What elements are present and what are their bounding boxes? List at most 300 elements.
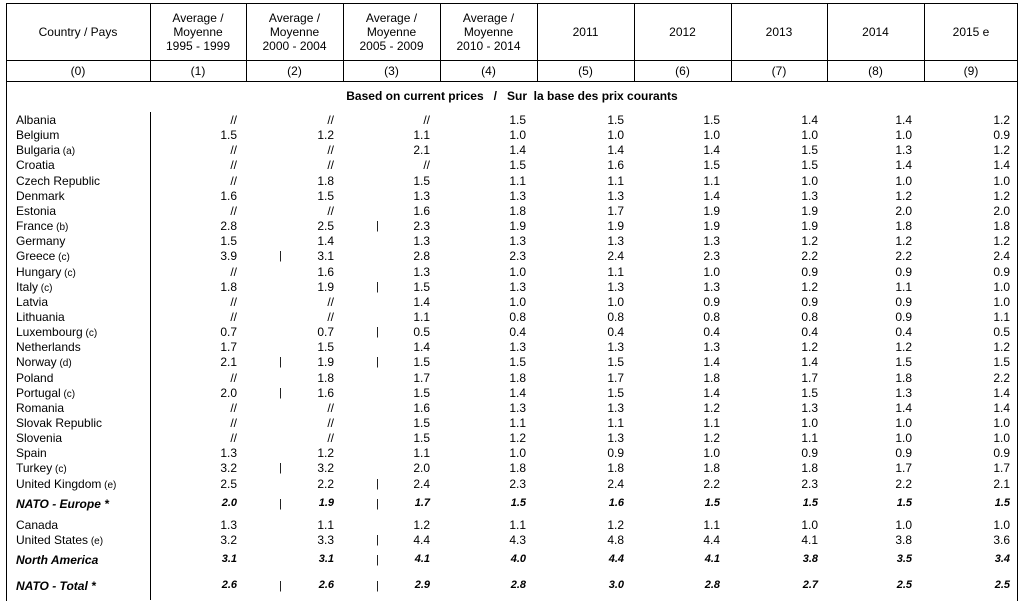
value-cell: 1.2: [317, 446, 334, 461]
value-cell: 1.9: [801, 203, 818, 218]
value-cell: 1.3: [509, 188, 526, 203]
column-header-line: 1995 - 1999: [165, 38, 231, 53]
table-row: [0, 401, 1024, 416]
value-cell: 0.4: [607, 325, 624, 340]
value-cell: 4.4: [608, 553, 624, 565]
value-cell: 1.4: [413, 294, 430, 309]
value-cell: 4.4: [413, 533, 430, 547]
value-cell: 0.9: [993, 128, 1010, 143]
country-label: Albania: [16, 113, 57, 127]
value-cell: 1.6: [220, 188, 237, 203]
country-label: Slovak Republic: [16, 416, 103, 430]
table-row: [0, 416, 1024, 431]
value-cell: 1.0: [801, 128, 818, 143]
footnote-marker: (c): [55, 252, 70, 264]
country-name: [16, 477, 116, 491]
value-cell: 1.0: [509, 264, 526, 279]
column-header: [537, 3, 634, 60]
value-cell: //: [230, 294, 237, 309]
value-cell: 1.8: [895, 370, 912, 385]
value-cell: 3.2: [220, 461, 237, 476]
value-cell: 2.6: [221, 579, 237, 591]
value-cell: 1.5: [413, 355, 430, 370]
value-cell: 1.5: [993, 355, 1010, 370]
value-cell: 1.4: [801, 113, 818, 127]
table-subtitle: Based on current prices / Sur la base des prix courants: [346, 89, 678, 103]
value-cell: 1.3: [607, 431, 624, 446]
table-row: [0, 234, 1024, 249]
value-cell: 3.8: [895, 533, 912, 547]
value-cell: 1.9: [318, 497, 334, 509]
value-cell: 1.8: [509, 203, 526, 218]
value-cell: 1.2: [413, 518, 430, 532]
value-cell: 1.2: [993, 113, 1010, 127]
value-cell: 1.5: [802, 497, 818, 509]
value-cell: 0.9: [895, 264, 912, 279]
value-cell: 2.3: [509, 249, 526, 264]
value-cell: 1.3: [607, 188, 624, 203]
value-cell: 1.3: [413, 264, 430, 279]
value-cell: 2.0: [895, 203, 912, 218]
value-cell: 2.4: [607, 249, 624, 264]
value-cell: 0.9: [801, 264, 818, 279]
value-cell: 1.7: [895, 461, 912, 476]
country-label: NATO - Total *: [16, 579, 96, 593]
value-cell: 0.9: [993, 446, 1010, 461]
value-cell: 1.2: [895, 234, 912, 249]
value-cell: //: [327, 400, 334, 415]
value-cell: 4.0: [510, 553, 526, 565]
country-name: [16, 174, 100, 188]
value-cell: 1.2: [801, 234, 818, 249]
value-cell: 1.5: [413, 416, 430, 430]
country-label: Croatia: [16, 158, 55, 173]
value-cell: 1.9: [703, 203, 720, 218]
value-cell: 4.1: [414, 553, 430, 565]
column-number: (3): [384, 63, 399, 78]
value-cell: 1.8: [607, 461, 624, 476]
value-cell: 1.3: [607, 234, 624, 249]
value-cell: 1.4: [509, 385, 526, 400]
table-row: [0, 518, 1024, 533]
value-cell: 1.7: [414, 497, 430, 509]
table-row: [0, 219, 1024, 234]
table-row: [0, 295, 1024, 310]
series-break-marker: |: [376, 534, 379, 546]
country-label: Bulgaria: [16, 143, 61, 158]
column-header-line: 2011: [572, 24, 599, 39]
value-cell: 3.1: [318, 553, 334, 565]
total-row: [0, 553, 1024, 568]
country-name: [16, 249, 70, 263]
column-header-line: 2013: [765, 24, 793, 39]
column-header: [440, 3, 537, 60]
value-cell: 3.0: [608, 579, 624, 591]
value-cell: 1.4: [703, 188, 720, 203]
value-cell: 1.0: [801, 416, 818, 430]
country-name: [16, 234, 65, 248]
table-row: [0, 340, 1024, 355]
value-cell: 0.9: [801, 446, 818, 461]
value-cell: 0.5: [993, 325, 1010, 340]
value-cell: 1.5: [895, 355, 912, 370]
value-cell: //: [230, 203, 237, 218]
value-cell: 1.6: [413, 203, 430, 218]
value-cell: //: [230, 113, 237, 127]
value-cell: 1.8: [801, 461, 818, 476]
country-name: [16, 497, 109, 511]
value-cell: 1.7: [607, 203, 624, 218]
value-cell: 2.2: [895, 249, 912, 264]
value-cell: 1.8: [317, 370, 334, 385]
table-row: [0, 280, 1024, 295]
value-cell: //: [230, 400, 237, 415]
value-cell: 1.3: [509, 340, 526, 355]
table-row: [0, 386, 1024, 401]
value-cell: 0.4: [895, 325, 912, 340]
value-cell: 1.1: [509, 173, 526, 188]
column-header-line: 2010 - 2014: [456, 38, 521, 53]
value-cell: 4.1: [704, 553, 720, 565]
value-cell: 1.1: [509, 518, 526, 532]
value-cell: 1.4: [703, 355, 720, 370]
value-cell: //: [230, 158, 237, 173]
country-name: [16, 386, 75, 400]
footnote-marker: (d): [56, 358, 72, 370]
value-cell: 1.0: [993, 518, 1010, 532]
value-cell: 1.4: [413, 340, 430, 355]
value-cell: 1.3: [413, 234, 430, 249]
country-name: [16, 113, 56, 127]
column-header-line: Average /: [462, 10, 515, 25]
value-cell: 1.5: [413, 431, 430, 446]
value-cell: //: [327, 294, 334, 309]
column-number: (2): [287, 63, 302, 78]
column-number: (5): [578, 63, 593, 78]
value-cell: 1.2: [895, 188, 912, 203]
value-cell: //: [230, 309, 237, 324]
value-cell: 1.9: [703, 219, 720, 234]
column-header-line: 2005 - 2009: [359, 38, 424, 53]
value-cell: 1.3: [220, 446, 237, 461]
footnote-marker: (c): [61, 267, 76, 279]
value-cell: 0.9: [895, 309, 912, 324]
value-cell: 2.2: [801, 249, 818, 264]
country-name: [16, 204, 56, 218]
country-label: Slovenia: [16, 431, 63, 446]
value-cell: 1.5: [703, 113, 720, 127]
table-row: [0, 461, 1024, 476]
country-label: Lithuania: [16, 309, 65, 324]
value-cell: 1.8: [220, 279, 237, 294]
value-cell: 1.1: [413, 309, 430, 324]
value-cell: 0.5: [413, 325, 430, 340]
value-cell: 1.4: [993, 385, 1010, 400]
value-cell: 1.0: [895, 431, 912, 446]
value-cell: 1.0: [703, 446, 720, 461]
value-cell: 1.4: [703, 143, 720, 158]
value-cell: 2.5: [896, 579, 912, 591]
value-cell: 0.7: [220, 325, 237, 340]
value-cell: 1.3: [607, 340, 624, 355]
value-cell: 1.1: [801, 431, 818, 446]
value-cell: 1.0: [895, 173, 912, 188]
country-name: [16, 143, 75, 157]
value-cell: 1.5: [896, 497, 912, 509]
country-label: Norway: [16, 355, 57, 370]
value-cell: 2.1: [413, 143, 430, 158]
value-cell: 1.5: [509, 113, 526, 127]
table-row: [0, 310, 1024, 325]
value-cell: 2.2: [703, 476, 720, 491]
value-cell: 1.5: [509, 158, 526, 173]
value-cell: 1.6: [413, 400, 430, 415]
value-cell: 2.5: [994, 579, 1010, 591]
country-name: [16, 189, 65, 203]
value-cell: 1.4: [607, 143, 624, 158]
table-row: [0, 249, 1024, 264]
column-header-line: Moyenne: [269, 24, 320, 39]
value-cell: //: [327, 143, 334, 158]
value-cell: 1.8: [703, 461, 720, 476]
value-cell: 1.1: [607, 264, 624, 279]
value-cell: 1.0: [607, 294, 624, 309]
country-label: Hungary: [16, 264, 62, 279]
value-cell: 1.0: [607, 128, 624, 143]
value-cell: 1.3: [703, 340, 720, 355]
value-cell: //: [230, 173, 237, 188]
value-cell: //: [230, 431, 237, 446]
country-name: [16, 325, 97, 339]
column-number: (1): [190, 63, 206, 78]
footnote-marker: (e): [88, 536, 104, 547]
value-cell: 1.3: [801, 188, 818, 203]
value-cell: 1.0: [895, 518, 912, 532]
series-break-marker: |: [279, 250, 282, 263]
country-label: Portugal: [16, 385, 61, 400]
value-cell: 2.3: [413, 219, 430, 234]
value-cell: 1.4: [801, 355, 818, 370]
series-break-marker: |: [376, 326, 379, 339]
value-cell: 1.1: [317, 518, 334, 532]
value-cell: 3.1: [221, 553, 237, 565]
value-cell: 1.9: [509, 219, 526, 234]
value-cell: 4.1: [801, 533, 818, 547]
value-cell: 1.7: [993, 461, 1010, 476]
value-cell: //: [230, 416, 237, 430]
value-cell: 2.5: [220, 476, 237, 491]
value-cell: 3.2: [220, 533, 237, 547]
value-cell: 4.8: [607, 533, 624, 547]
country-label: Luxembourg: [16, 325, 83, 340]
value-cell: 1.2: [993, 143, 1010, 158]
value-cell: 1.9: [317, 279, 334, 294]
column-header-line: 2015 e: [952, 24, 990, 39]
value-cell: 1.1: [607, 173, 624, 188]
value-cell: 1.0: [993, 294, 1010, 309]
column-header-line: Country / Pays: [38, 24, 118, 39]
country-label: Denmark: [16, 188, 65, 203]
country-label: Canada: [16, 518, 59, 532]
value-cell: 1.2: [607, 518, 624, 532]
value-cell: 1.9: [801, 219, 818, 234]
country-name: [16, 295, 48, 309]
column-header-line: 2000 - 2004: [262, 38, 327, 53]
table-row: [0, 189, 1024, 204]
value-cell: //: [327, 113, 334, 127]
column-header: [246, 3, 343, 60]
country-name: [16, 533, 103, 547]
value-cell: 1.1: [703, 416, 720, 430]
series-break-marker: |: [279, 580, 282, 592]
value-cell: 2.6: [318, 579, 334, 591]
series-break-marker: |: [376, 280, 379, 293]
table-row: [0, 158, 1024, 173]
country-label: Poland: [16, 370, 54, 385]
footnote-marker: (e): [101, 479, 117, 491]
value-cell: 2.9: [414, 579, 430, 591]
value-cell: 1.0: [993, 416, 1010, 430]
country-label: Greece: [16, 249, 56, 264]
value-cell: 2.2: [317, 476, 334, 491]
country-name: [16, 416, 102, 430]
value-cell: 1.2: [993, 234, 1010, 249]
table-row: [0, 113, 1024, 128]
column-header-line: Moyenne: [173, 24, 223, 39]
country-label: North America: [16, 553, 99, 567]
country-name: [16, 158, 55, 172]
value-cell: 1.0: [801, 173, 818, 188]
series-break-marker: |: [279, 356, 282, 369]
value-cell: 2.8: [413, 249, 430, 264]
value-cell: 1.4: [895, 158, 912, 173]
value-cell: 1.2: [509, 431, 526, 446]
value-cell: 1.8: [895, 219, 912, 234]
value-cell: //: [230, 264, 237, 279]
value-cell: 1.2: [993, 340, 1010, 355]
value-cell: 1.1: [895, 279, 912, 294]
value-cell: 1.0: [703, 128, 720, 143]
value-cell: 1.2: [801, 279, 818, 294]
value-cell: 1.3: [509, 234, 526, 249]
table-row: [0, 371, 1024, 386]
value-cell: 2.3: [801, 476, 818, 491]
series-break-marker: |: [279, 386, 282, 399]
value-cell: 1.9: [607, 219, 624, 234]
value-cell: 1.4: [703, 385, 720, 400]
country-label: Germany: [16, 234, 66, 249]
column-number: (8): [868, 63, 883, 78]
value-cell: 1.3: [220, 518, 237, 532]
value-cell: //: [230, 143, 237, 158]
series-break-marker: |: [376, 498, 379, 510]
value-cell: 1.7: [607, 370, 624, 385]
value-cell: 1.5: [413, 385, 430, 400]
value-cell: 1.2: [317, 128, 334, 143]
country-name: [16, 371, 53, 385]
value-cell: 1.5: [413, 279, 430, 294]
value-cell: 1.4: [993, 400, 1010, 415]
value-cell: 1.0: [993, 173, 1010, 188]
country-label: Belgium: [16, 128, 60, 143]
table-row: [0, 355, 1024, 370]
value-cell: 1.5: [801, 143, 818, 158]
value-cell: 1.1: [993, 309, 1010, 324]
table-row: [0, 431, 1024, 446]
value-cell: 1.5: [703, 158, 720, 173]
value-cell: 1.3: [509, 279, 526, 294]
value-cell: 2.8: [220, 219, 237, 234]
value-cell: 0.7: [317, 325, 334, 340]
value-cell: 1.7: [801, 370, 818, 385]
value-cell: 1.7: [220, 340, 237, 355]
value-cell: 1.5: [607, 113, 624, 127]
table-row: [0, 446, 1024, 461]
value-cell: 1.1: [413, 128, 430, 143]
country-name: [16, 340, 81, 354]
footnote-marker: (b): [53, 222, 69, 234]
value-cell: 1.0: [895, 416, 912, 430]
value-cell: 1.5: [704, 497, 720, 509]
country-label: United States: [16, 533, 89, 547]
value-cell: 1.5: [994, 497, 1010, 509]
value-cell: //: [327, 203, 334, 218]
table-row: [0, 128, 1024, 143]
value-cell: 0.9: [895, 446, 912, 461]
value-cell: 2.4: [993, 249, 1010, 264]
table-row: [0, 477, 1024, 492]
value-cell: 3.3: [317, 533, 334, 547]
value-cell: 3.2: [317, 461, 334, 476]
value-cell: 1.3: [703, 234, 720, 249]
value-cell: 4.3: [509, 533, 526, 547]
value-cell: 0.4: [509, 325, 526, 340]
series-break-marker: |: [376, 220, 379, 233]
column-header: [827, 3, 924, 60]
value-cell: 1.5: [801, 158, 818, 173]
country-name: [16, 446, 47, 460]
country-name: [16, 553, 98, 567]
country-label: Netherlands: [16, 340, 81, 355]
value-cell: 1.1: [607, 416, 624, 430]
table-row: [0, 533, 1024, 548]
column-header: [634, 3, 731, 60]
value-cell: 2.8: [510, 579, 526, 591]
value-cell: 1.1: [509, 416, 526, 430]
country-label: Czech Republic: [16, 173, 101, 188]
value-cell: 1.4: [509, 143, 526, 158]
country-label: France: [16, 219, 54, 234]
value-cell: 1.1: [703, 518, 720, 532]
column-header: [343, 3, 440, 60]
series-break-marker: |: [376, 580, 379, 592]
column-header: [150, 3, 246, 60]
footnote-marker: (c): [60, 388, 76, 400]
value-cell: 1.6: [317, 385, 334, 400]
series-break-marker: |: [279, 462, 282, 475]
value-cell: 1.3: [607, 279, 624, 294]
value-cell: //: [327, 158, 334, 173]
column-header-line: Moyenne: [463, 24, 514, 39]
value-cell: 0.8: [509, 309, 526, 324]
value-cell: 3.4: [994, 553, 1010, 565]
value-cell: //: [423, 158, 430, 173]
footnote-marker: (c): [52, 464, 67, 476]
country-name: [16, 518, 58, 532]
value-cell: 1.8: [509, 461, 526, 476]
column-header: [731, 3, 827, 60]
value-cell: 1.5: [413, 173, 430, 188]
